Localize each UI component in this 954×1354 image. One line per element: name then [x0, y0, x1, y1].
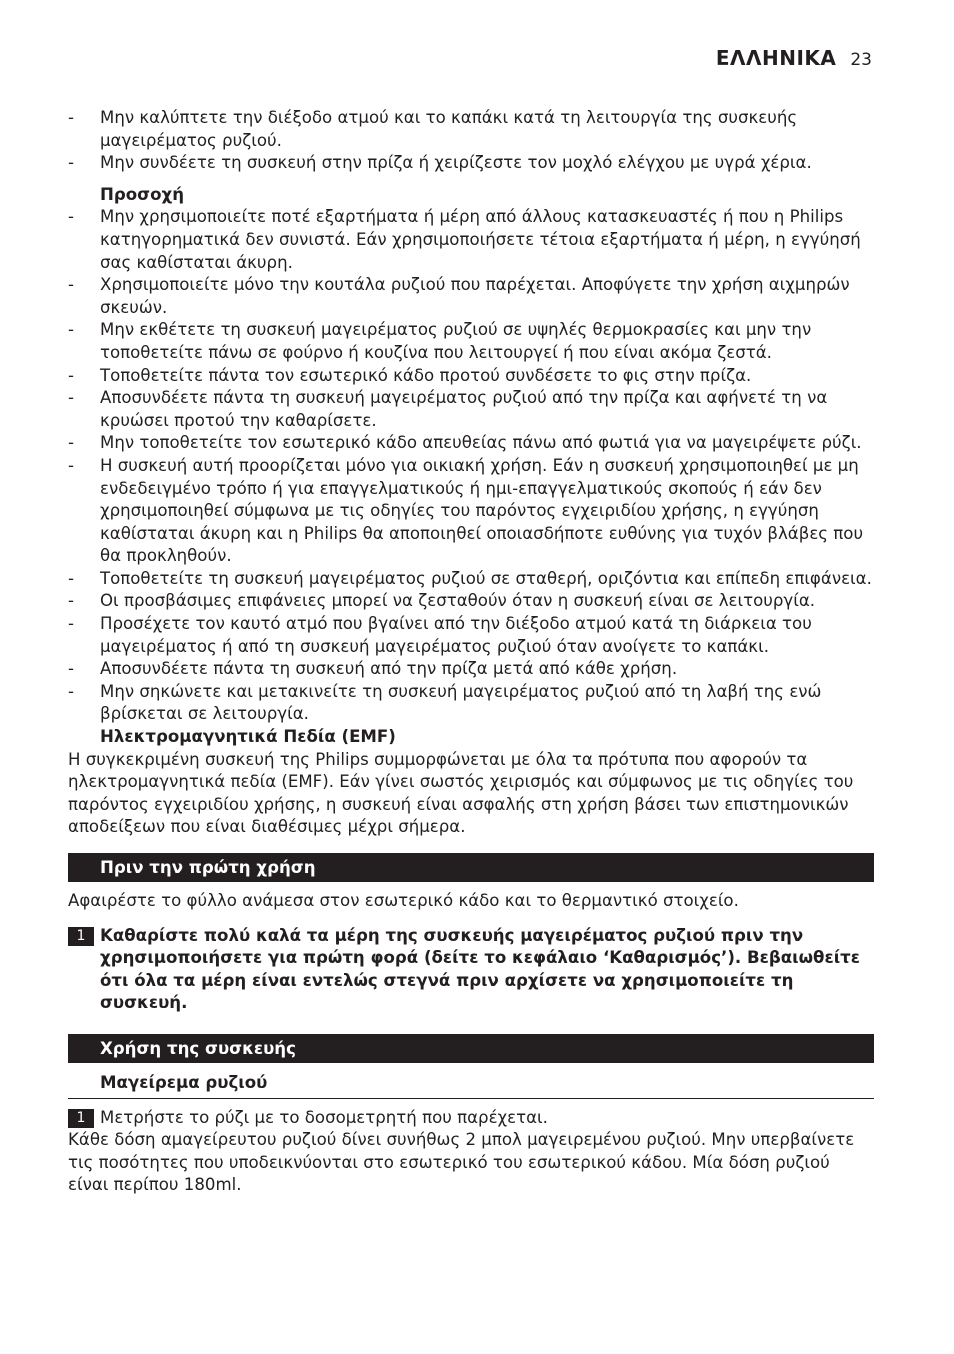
before-first-use-intro: Αφαιρέστε το φύλλο ανάμεσα στον εσωτερικό κάδο και το θερμαντικό στοιχείο. — [68, 891, 739, 910]
emf-paragraph: Η συγκεκριμένη συσκευή της Philips συμμορφώνεται με όλα τα πρότυπα που αφορούν τα ηλεκτρομαγνητικά πεδία (EMF). Εάν γίνει σωστός χειρισμός και σύμφωνος με τις οδηγίες του παρόντος εγχειριδίου χρήσης, η συσκευή είναι ασφαλής στη χρήση βάσει των επιστημονικών αποδείξεων που είναι διαθέσιμες μέχρι σήμερα. — [68, 749, 854, 837]
caution-heading: Προσοχή — [100, 184, 185, 204]
bullet-text: Μην σηκώνετε και μετακινείτε τη συσκευή μαγειρέματος ρυζιού από τη λαβή της ενώ βρίσκεται σε λειτουργία. — [100, 681, 822, 724]
bullet-item: - Οι προσβάσιμες επιφάνειες μπορεί να ζεσταθούν όταν η συσκευή είναι σε λειτουργία. — [68, 591, 816, 611]
bullet-item: - Προσέχετε τον καυτό ατμό που βγαίνει από την διέξοδο ατμού κατά τη διάρκεια του μαγειρέματος ή από τη συσκευή μαγειρέματος ρυζιού όταν ανοίγετε το καπάκι. — [68, 614, 812, 656]
section-bar-using: Χρήση της συσκευής — [68, 1034, 874, 1063]
page-number: 23 — [850, 50, 872, 70]
bullet-item: - Αποσυνδέετε πάντα τη συσκευή από την πρίζα μετά από κάθε χρήση. — [68, 659, 678, 679]
bullet-item: - Η συσκευή αυτή προορίζεται μόνο για οικιακή χρήση. Εάν η συσκευή χρησιμοποιηθεί με μη ενδεδειγμένο τρόπο ή για επαγγελματικούς ή ημι-επαγγελματικούς σκοπούς ή εάν δεν χρησιμοποιηθεί σύμφωνα με τις οδηγίες του παρόντος εγχειριδίου χρήσης, η εγγύηση καθίσταται άκυρη και η Philips θα αποποιηθεί οποιασδήποτε ευθύνης για τυχόν βλάβες που θα προκληθούν. — [68, 455, 864, 566]
bullet-text: Μην χρησιμοποιείτε ποτέ εξαρτήματα ή μέρη από άλλους κατασκευαστές ή που η Philips κατηγορηματικά δεν συνιστά. Εάν χρησιμοποιήσετε τέτοια εξαρτήματα ή μέρη, η εγγύησή σας καθίσταται άκυρη. — [100, 207, 861, 272]
step-item — [68, 1107, 874, 1130]
cooking-rice-subheading: Μαγείρεμα ρυζιού — [68, 1072, 874, 1099]
step-number-badge: 1 — [68, 1109, 94, 1128]
bullet-text: Αποσυνδέετε πάντα τη συσκευή μαγειρέματος ρυζιού από την πρίζα και αφήνετέ τη να κρυώσει προτού την καθαρίσετε. — [100, 388, 828, 430]
bullet-text: Προσέχετε τον καυτό ατμό που βγαίνει από την διέξοδο ατμού κατά τη διάρκεια του μαγειρέματος ή από τη συσκευή μαγειρέματος ρυζιού όταν ανοίγετε το καπάκι. — [100, 614, 812, 656]
page-header — [716, 46, 872, 70]
bullet-text: Τοποθετείτε πάντα τον εσωτερικό κάδο προτού συνδέσετε το φις στην πρίζα. — [100, 365, 752, 385]
bullet-text: Αποσυνδέετε πάντα τη συσκευή από την πρίζα μετά από κάθε χρήση. — [100, 659, 678, 679]
bullet-text: Μην τοποθετείτε τον εσωτερικό κάδο απευθείας πάνω από φωτιά για να μαγειρέψετε ρύζι. — [100, 433, 862, 453]
bullet-item: - Μην συνδέετε τη συσκευή στην πρίζα ή χειρίζεστε τον μοχλό ελέγχου με υγρά χέρια. — [68, 153, 812, 173]
step-text: Μετρήστε το ρύζι με το δοσομετρητή που παρέχεται. — [100, 1107, 548, 1127]
bullet-item: - Τοποθετείτε τη συσκευή μαγειρέματος ρυζιού σε σταθερή, οριζόντια και επίπεδη επιφάνεια. — [68, 568, 872, 588]
bullet-text: Χρησιμοποιείτε μόνο την κουτάλα ρυζιού που παρέχεται. Αποφύγετε την χρήση αιχμηρών σκευών. — [100, 275, 850, 317]
cooking-paragraph: Κάθε δόση αμαγείρευτου ρυζιού δίνει συνήθως 2 μπολ μαγειρεμένου ρυζιού. Μην υπερβαίνετε τις ποσότητες που υποδεικνύονται στο εσωτερικό του εσωτερικού κάδου. Μία δόση ρυζιού είναι περίπου 180ml. — [68, 1130, 855, 1195]
bullet-text: Μην καλύπτετε την διέξοδο ατμού και το καπάκι κατά τη λειτουργία της συσκευής μαγειρέματος ρυζιού. — [100, 108, 798, 150]
language-label: ΕΛΛΗΝΙΚΑ — [715, 46, 837, 70]
bullet-text: Μην συνδέετε τη συσκευή στην πρίζα ή χειρίζεστε τον μοχλό ελέγχου με υγρά χέρια. — [100, 153, 812, 173]
bullet-item: - Μην καλύπτετε την διέξοδο ατμού και το καπάκι κατά τη λειτουργία της συσκευής μαγειρέματος ρυζιού. — [68, 108, 798, 150]
bullet-item: - Μην σηκώνετε και μετακινείτε τη συσκευή μαγειρέματος ρυζιού από τη λαβή της ενώ βρίσκεται σε λειτουργία. — [68, 681, 822, 724]
bullet-item: - Μην χρησιμοποιείτε ποτέ εξαρτήματα ή μέρη από άλλους κατασκευαστές ή που η Philips κατηγορηματικά δεν συνιστά. Εάν χρησιμοποιήσετε τέτοια εξαρτήματα ή μέρη, η εγγύησή σας καθίσταται άκυρη. — [68, 207, 861, 272]
bullet-item: - Τοποθετείτε πάντα τον εσωτερικό κάδο προτού συνδέσετε το φις στην πρίζα. — [68, 365, 752, 385]
step-item — [68, 925, 874, 1015]
section-bar-before-first-use: Πριν την πρώτη χρήση — [68, 853, 874, 882]
page-content — [68, 107, 874, 1197]
bullet-item: - Μην εκθέτετε τη συσκευή μαγειρέματος ρυζιού σε υψηλές θερμοκρασίες και μην την τοποθετείτε πάνω σε φούρνο ή κουζίνα που λειτουργεί ή που είναι ακόμα ζεστά. — [68, 320, 812, 362]
emf-heading: Ηλεκτρομαγνητικά Πεδία (EMF) — [100, 727, 396, 747]
bullet-item: - Χρησιμοποιείτε μόνο την κουτάλα ρυζιού που παρέχεται. Αποφύγετε την χρήση αιχμηρών σκευών. — [68, 275, 850, 317]
step-number-badge: 1 — [68, 927, 94, 946]
bullet-text: Η συσκευή αυτή προορίζεται μόνο για οικιακή χρήση. Εάν η συσκευή χρησιμοποιηθεί με μη ενδεδειγμένο τρόπο ή για επαγγελματικούς ή ημι-επαγγελματικούς σκοπούς ή εάν δεν χρησιμοποιηθεί σύμφωνα με τις οδηγίες του παρόντος εγχειριδίου χρήσης, η εγγύηση καθίσταται άκυρη και η Philips θα αποποιηθεί οποιασδήποτε ευθύνης για τυχόν βλάβες που θα προκληθούν. — [100, 455, 864, 566]
step-text: Καθαρίστε πολύ καλά τα μέρη της συσκευής μαγειρέματος ρυζιού πριν την χρησιμοποιήσετε για πρώτη φορά (δείτε το κεφάλαιο ‘Καθαρισμός’). Βεβαιωθείτε ότι όλα τα μέρη είναι εντελώς στεγνά πριν αρχίσετε να χρησιμοποιείτε τη συσκευή. — [100, 925, 860, 1013]
bullet-text: Τοποθετείτε τη συσκευή μαγειρέματος ρυζιού σε σταθερή, οριζόντια και επίπεδη επιφάνεια. — [100, 568, 872, 588]
bullet-item: - Αποσυνδέετε πάντα τη συσκευή μαγειρέματος ρυζιού από την πρίζα και αφήνετέ τη να κρυώσει προτού την καθαρίσετε. — [68, 388, 828, 430]
bullet-text: Μην εκθέτετε τη συσκευή μαγειρέματος ρυζιού σε υψηλές θερμοκρασίες και μην την τοποθετείτε πάνω σε φούρνο ή κουζίνα που λειτουργεί ή που είναι ακόμα ζεστά. — [100, 320, 812, 362]
bullet-item: - Μην τοποθετείτε τον εσωτερικό κάδο απευθείας πάνω από φωτιά για να μαγειρέψετε ρύζι. — [68, 433, 862, 453]
bullet-text: Οι προσβάσιμες επιφάνειες μπορεί να ζεσταθούν όταν η συσκευή είναι σε λειτουργία. — [100, 591, 816, 611]
